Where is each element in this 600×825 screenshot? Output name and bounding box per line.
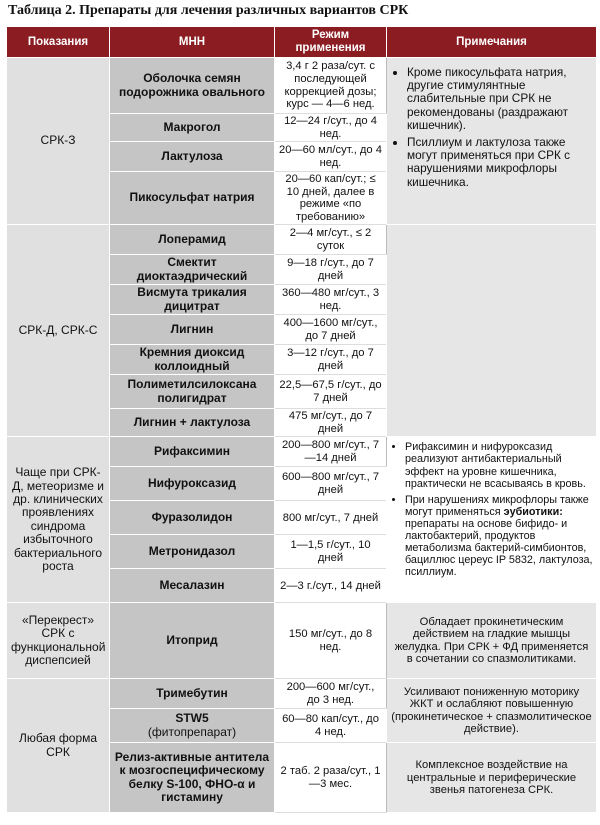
table-row bbox=[7, 225, 597, 255]
drug-dose: 360—480 мг/сут., 3 нед. bbox=[275, 285, 387, 315]
note-item: • Рифаксимин и нифуроксазид реализуют антибактериальный эффект на уровне кишечника, практически не всасываясь в кровь. bbox=[405, 441, 593, 489]
indication-cell: СРК-З bbox=[7, 58, 110, 225]
drug-name: Кремния диоксид коллоидный bbox=[110, 345, 275, 375]
drug-dose: 3—12 г/сут., до 7 дней bbox=[275, 345, 387, 375]
drug-name: Рифаксимин bbox=[110, 437, 275, 467]
drug-dose: 9—18 г/сут., до 7 дней bbox=[275, 255, 387, 285]
notes-cell: Обладает прокинетическим действием на гладкие мышцы желудка. При СРК + ФД применяется в сочетании со спазмолитиками. bbox=[387, 603, 597, 679]
drug-name: Пикосульфат натрия bbox=[110, 172, 275, 225]
table-row bbox=[7, 58, 597, 114]
drug-name: Итоприд bbox=[110, 603, 275, 679]
notes-cell bbox=[387, 437, 597, 603]
drug-name: Релиз-активные антитела к мозгоспецифическому белку S-100, ФНО-α и гистамину bbox=[110, 743, 275, 813]
header-regimen: Режим применения bbox=[275, 27, 387, 58]
drug-dose: 200—600 мг/сут., до 3 нед. bbox=[275, 679, 387, 709]
drug-name: Лигнин + лактулоза bbox=[110, 409, 275, 437]
header-row bbox=[7, 27, 597, 58]
note-item: • Псиллиум и лактулоза также могут применяться при СРК с нарушениями микрофлоры кишечника. bbox=[407, 136, 592, 189]
drug-dose: 2—4 мг/сут., ≤ 2 суток bbox=[275, 225, 387, 255]
indication-cell: Чаще при СРК-Д, метеоризме и др. клинических проявлениях синдрома избыточного бактериального роста bbox=[7, 437, 110, 603]
drug-name: Фуразолидон bbox=[110, 501, 275, 535]
drug-name: Лактулоза bbox=[110, 142, 275, 172]
drug-dose: 600—800 мг/сут., 7 дней bbox=[275, 467, 387, 501]
drug-dose: 2—3 г./сут., 14 дней bbox=[275, 569, 387, 603]
drug-name: Смектит диоктаэдрический bbox=[110, 255, 275, 285]
header-notes: Примечания bbox=[387, 27, 597, 58]
table-row bbox=[7, 603, 597, 679]
drug-name: Метронидазол bbox=[110, 535, 275, 569]
drug-dose: 200—800 мг/сут., 7—14 дней bbox=[275, 437, 387, 467]
drug-name: Месалазин bbox=[110, 569, 275, 603]
notes-cell-empty bbox=[387, 225, 597, 437]
drug-dose: 22,5—67,5 г/сут., до 7 дней bbox=[275, 375, 387, 409]
header-mnn: МНН bbox=[110, 27, 275, 58]
drug-dose: 12—24 г/сут., до 4 нед. bbox=[275, 114, 387, 142]
note-item: • Кроме пикосульфата натрия, другие стимулянтные слабительные при СРК не рекомендованы (раздражают кишечник). bbox=[407, 66, 592, 132]
note-item: • При нарушениях микрофлоры также могут применяться эубиотики: препараты на основе бифидо- и лактобактерий, продуктов метаболизма бактерий-симбионтов, бациллюс цереус IP 5832, лактулоза, псиллиум. bbox=[405, 494, 593, 579]
drug-dose: 3,4 г 2 раза/сут. с последующей коррекцией дозы; курс — 4—6 нед. bbox=[275, 58, 387, 114]
notes-cell: Комплексное воздействие на центральные и периферические звенья патогенеза СРК. bbox=[387, 743, 597, 813]
drug-name: Висмута трикалия дицитрат bbox=[110, 285, 275, 315]
drug-name: Лигнин bbox=[110, 315, 275, 345]
indication-cell: «Перекрест» СРК с функциональной диспепсией bbox=[7, 603, 110, 679]
eubiotics-term: эубиотики: bbox=[503, 505, 563, 518]
drug-name: Оболочка семян подорожника овального bbox=[110, 58, 275, 114]
indication-cell: СРК-Д, СРК-С bbox=[7, 225, 110, 437]
drug-name: STW5 (фитопрепарат) bbox=[110, 709, 275, 743]
drug-dose: 150 мг/сут., до 8 нед. bbox=[275, 603, 387, 679]
drug-dose: 400—1600 мг/сут., до 7 дней bbox=[275, 315, 387, 345]
indication-cell: Любая форма СРК bbox=[7, 679, 110, 813]
drug-dose: 20—60 мл/сут., до 4 нед. bbox=[275, 142, 387, 172]
drug-dose: 2 таб. 2 раза/сут., 1—3 мес. bbox=[275, 743, 387, 813]
drug-name: Полиметилсилоксана полигидрат bbox=[110, 375, 275, 409]
table-row bbox=[7, 437, 597, 467]
table-title: Таблица 2. Препараты для лечения различных вариантов СРК bbox=[8, 3, 409, 18]
drug-name: Макрогол bbox=[110, 114, 275, 142]
drug-name: Нифуроксазид bbox=[110, 467, 275, 501]
table-row bbox=[7, 679, 597, 709]
drug-name: Лоперамид bbox=[110, 225, 275, 255]
drug-dose: 800 мг/сут., 7 дней bbox=[275, 501, 387, 535]
drug-dose: 60—80 кап/сут., до 4 нед. bbox=[275, 709, 387, 743]
drug-table bbox=[6, 26, 597, 813]
drug-dose: 475 мг/сут., до 7 дней bbox=[275, 409, 387, 437]
drug-dose: 20—60 кап/сут.; ≤ 10 дней, далее в режиме «по требованию» bbox=[275, 172, 387, 225]
header-indication: Показания bbox=[7, 27, 110, 58]
drug-name: Тримебутин bbox=[110, 679, 275, 709]
notes-cell: Усиливают пониженную моторику ЖКТ и ослабляют повышенную (прокинетическое + спазмолитическое действие). bbox=[387, 679, 597, 743]
drug-dose: 1—1,5 г/сут., 10 дней bbox=[275, 535, 387, 569]
notes-cell bbox=[387, 58, 597, 225]
